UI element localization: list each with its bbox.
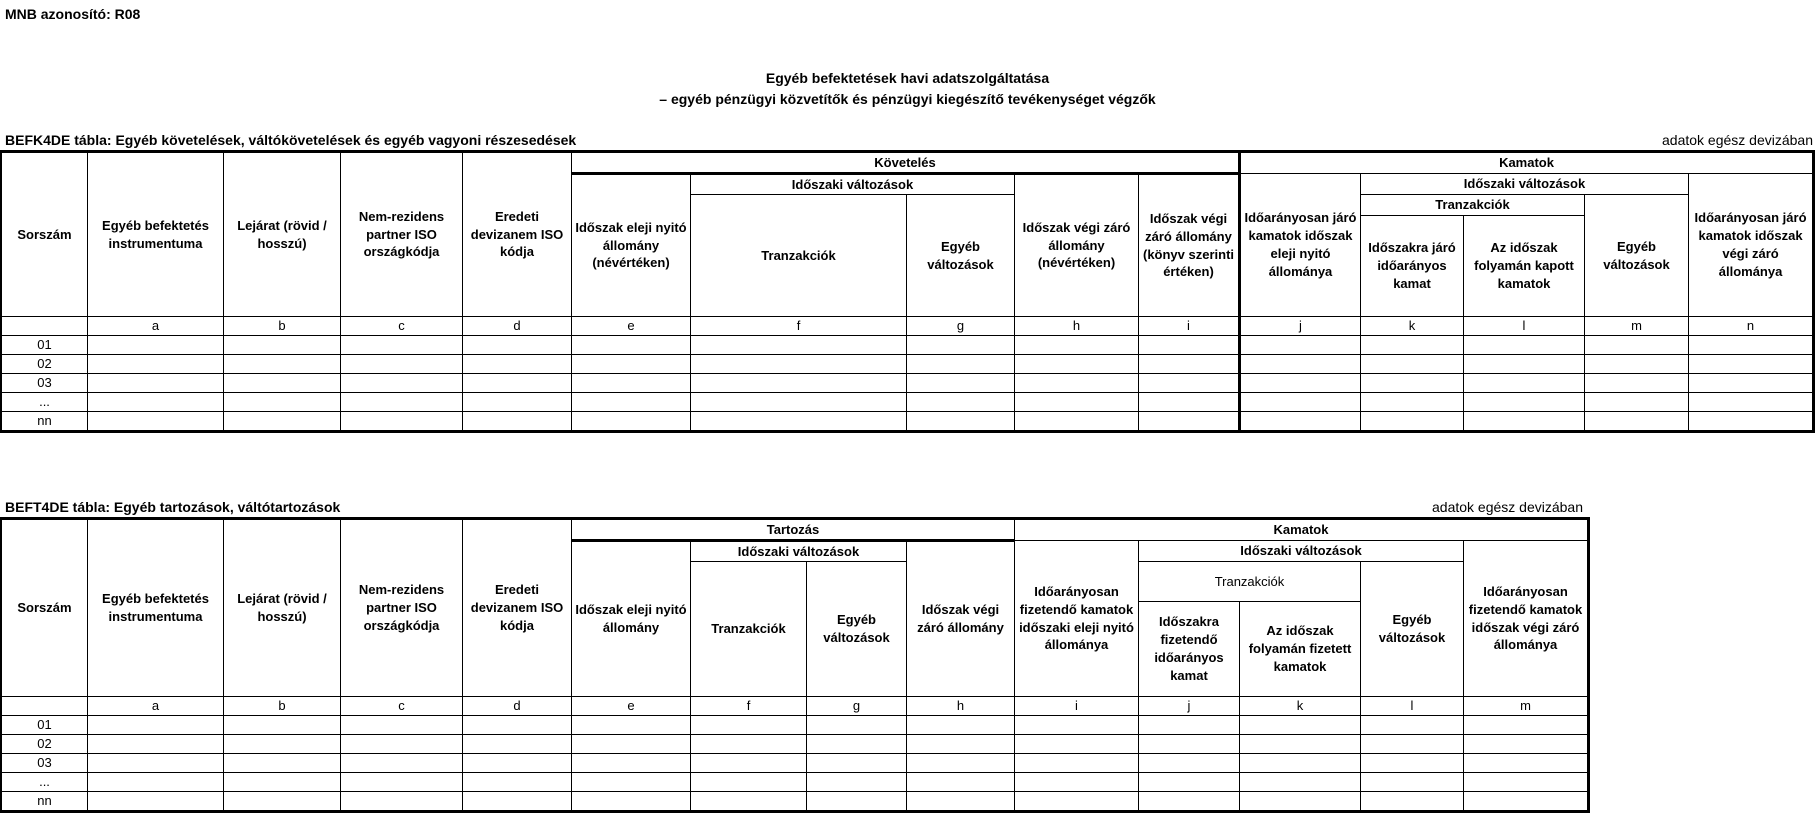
data-cell[interactable] (88, 773, 224, 792)
table-row (2, 735, 1588, 754)
data-cell[interactable] (341, 374, 463, 393)
data-cell[interactable] (807, 716, 907, 735)
data-cell[interactable] (341, 754, 463, 773)
t1-col-l: Az időszak folyamán kapott kamatok (1464, 216, 1585, 317)
t1-col-i: Időszak végi záró állomány (könyv szerinti értéken) (1139, 174, 1240, 317)
data-cell[interactable] (224, 336, 341, 355)
t1-letter: m (1585, 317, 1689, 336)
data-cell[interactable] (1139, 374, 1240, 393)
data-cell[interactable] (1585, 336, 1689, 355)
data-cell[interactable] (88, 716, 224, 735)
t1-letter: n (1689, 317, 1813, 336)
t2-col-a: Egyéb befektetés instrumentuma (88, 520, 224, 697)
data-cell[interactable] (224, 735, 341, 754)
t2-letter: j (1139, 697, 1240, 716)
t2-letter: c (341, 697, 463, 716)
t1-letter: j (1240, 317, 1361, 336)
t1-col-h: Időszak végi záró állomány (névértéken) (1015, 174, 1139, 317)
data-cell[interactable] (807, 735, 907, 754)
data-cell[interactable] (463, 393, 572, 412)
data-cell[interactable] (907, 716, 1015, 735)
t2-sub-tranzakciok: Tranzakciók (1139, 562, 1361, 602)
data-cell[interactable] (807, 792, 907, 811)
row-number: nn (2, 412, 88, 431)
data-cell[interactable] (341, 773, 463, 792)
data-cell[interactable] (1689, 393, 1813, 412)
t2-letter: m (1464, 697, 1588, 716)
data-cell[interactable] (1015, 716, 1139, 735)
data-cell[interactable] (907, 754, 1015, 773)
mnb-id: MNB azonosító: R08 (5, 6, 141, 22)
data-cell[interactable] (1585, 412, 1689, 431)
data-cell[interactable] (1015, 735, 1139, 754)
data-cell[interactable] (1240, 412, 1361, 431)
table2-beft4de (1, 519, 1588, 811)
t2-col-k: Az időszak folyamán fizetett kamatok (1240, 602, 1361, 697)
data-cell[interactable] (907, 773, 1015, 792)
data-cell[interactable] (1464, 792, 1588, 811)
data-cell[interactable] (341, 336, 463, 355)
data-cell[interactable] (691, 773, 807, 792)
data-cell[interactable] (572, 355, 691, 374)
page-subtitle: – egyéb pénzügyi közvetítők és pénzügyi kiegészítő tevékenységet végzők (659, 91, 1156, 107)
t1-col-f: Tranzakciók (691, 195, 907, 317)
table1-unit-note: adatok egész devizában (1662, 132, 1813, 148)
data-cell[interactable] (88, 374, 224, 393)
table-row (2, 754, 1588, 773)
data-cell[interactable] (88, 754, 224, 773)
data-cell[interactable] (463, 773, 572, 792)
data-cell[interactable] (1139, 754, 1240, 773)
data-cell[interactable] (463, 374, 572, 393)
t2-col-f: Tranzakciók (691, 562, 807, 697)
data-cell[interactable] (1464, 336, 1585, 355)
t1-letter: b (224, 317, 341, 336)
data-cell[interactable] (1015, 754, 1139, 773)
t2-letter: g (807, 697, 907, 716)
t1-letter: h (1015, 317, 1139, 336)
data-cell[interactable] (1585, 393, 1689, 412)
data-cell[interactable] (907, 735, 1015, 754)
data-cell[interactable] (1139, 735, 1240, 754)
data-cell[interactable] (1240, 336, 1361, 355)
data-cell[interactable] (691, 355, 907, 374)
row-number: 03 (2, 374, 88, 393)
data-cell[interactable] (1689, 336, 1813, 355)
t2-col-c: Nem-rezidens partner ISO országkódja (341, 520, 463, 697)
t2-sub-idoszaki: Időszaki változások (691, 541, 907, 562)
data-cell[interactable] (1015, 393, 1139, 412)
data-cell[interactable] (907, 355, 1015, 374)
data-cell[interactable] (1361, 792, 1464, 811)
data-cell[interactable] (1139, 716, 1240, 735)
data-cell[interactable] (341, 735, 463, 754)
table2-caption: BEFT4DE tábla: Egyéb tartozások, váltótartozások (5, 499, 341, 515)
data-cell[interactable] (907, 393, 1015, 412)
t2-col-d: Eredeti devizanem ISO kódja (463, 520, 572, 697)
data-cell[interactable] (1464, 355, 1585, 374)
data-cell[interactable] (1464, 716, 1588, 735)
data-cell[interactable] (1139, 412, 1240, 431)
t1-letter: k (1361, 317, 1464, 336)
data-cell[interactable] (572, 393, 691, 412)
data-cell[interactable] (572, 792, 691, 811)
data-cell[interactable] (907, 374, 1015, 393)
data-cell[interactable] (224, 412, 341, 431)
row-number: 01 (2, 716, 88, 735)
t1-letter: c (341, 317, 463, 336)
data-cell[interactable] (463, 716, 572, 735)
t1-group-kamatok: Kamatok (1240, 153, 1813, 174)
table1-befk4de (1, 152, 1813, 431)
t1-sub-idoszaki: Időszaki változások (691, 174, 1015, 195)
data-cell[interactable] (572, 773, 691, 792)
data-cell[interactable] (691, 374, 907, 393)
data-cell[interactable] (463, 735, 572, 754)
data-cell[interactable] (1361, 355, 1464, 374)
t1-letter-row (2, 317, 1813, 336)
data-cell[interactable] (907, 336, 1015, 355)
data-cell[interactable] (1464, 735, 1588, 754)
t2-letter: k (1240, 697, 1361, 716)
table-row (2, 792, 1588, 811)
data-cell[interactable] (807, 754, 907, 773)
data-cell[interactable] (572, 336, 691, 355)
data-cell[interactable] (1139, 773, 1240, 792)
table-row (2, 393, 1813, 412)
t1-letter: i (1139, 317, 1240, 336)
data-cell[interactable] (1240, 773, 1361, 792)
t2-letter: h (907, 697, 1015, 716)
t2-col-j: Időszakra fizetendő időarányos kamat (1139, 602, 1240, 697)
t1-letter: d (463, 317, 572, 336)
row-number: nn (2, 792, 88, 811)
data-cell[interactable] (463, 754, 572, 773)
data-cell[interactable] (1139, 792, 1240, 811)
t1-col-n: Időarányosan járó kamatok időszak végi záró állománya (1689, 174, 1813, 317)
data-cell[interactable] (1015, 773, 1139, 792)
t1-col-g: Egyéb változások (907, 195, 1015, 317)
data-cell[interactable] (224, 355, 341, 374)
data-cell[interactable] (1361, 393, 1464, 412)
data-cell[interactable] (1240, 374, 1361, 393)
data-cell[interactable] (1585, 374, 1689, 393)
t2-col-h: Időszak végi záró állomány (907, 541, 1015, 697)
data-cell[interactable] (463, 355, 572, 374)
table-row (2, 336, 1813, 355)
t1-letter: f (691, 317, 907, 336)
t2-col-i: Időarányosan fizetendő kamatok időszaki eleji nyitó állománya (1015, 541, 1139, 697)
data-cell[interactable] (88, 792, 224, 811)
data-cell[interactable] (691, 754, 807, 773)
data-cell[interactable] (691, 716, 807, 735)
data-cell[interactable] (1689, 355, 1813, 374)
page-title: Egyéb befektetések havi adatszolgáltatása (765, 70, 1050, 86)
t1-letter: l (1464, 317, 1585, 336)
data-cell[interactable] (88, 735, 224, 754)
data-cell[interactable] (1015, 355, 1139, 374)
t2-group-kamatok: Kamatok (1015, 520, 1588, 541)
t1-col-d: Eredeti devizanem ISO kódja (463, 153, 572, 317)
table-row (2, 716, 1588, 735)
t1-col-m: Egyéb változások (1585, 195, 1689, 317)
data-cell[interactable] (691, 412, 907, 431)
data-cell[interactable] (691, 393, 907, 412)
t1-letter: e (572, 317, 691, 336)
data-cell[interactable] (88, 355, 224, 374)
t2-sub-idoszaki-k: Időszaki változások (1139, 541, 1464, 562)
data-cell[interactable] (341, 412, 463, 431)
data-cell[interactable] (1361, 735, 1464, 754)
data-cell[interactable] (224, 754, 341, 773)
t2-letter-blank (2, 697, 88, 716)
table-row (2, 773, 1588, 792)
data-cell[interactable] (1361, 773, 1464, 792)
data-cell[interactable] (1240, 735, 1361, 754)
data-cell[interactable] (1361, 716, 1464, 735)
t1-col-j: Időarányosan járó kamatok időszak eleji nyitó állománya (1240, 174, 1361, 317)
t1-letter: a (88, 317, 224, 336)
t1-letter: g (907, 317, 1015, 336)
data-cell[interactable] (572, 412, 691, 431)
table2-unit-note: adatok egész devizában (1432, 499, 1583, 515)
t1-group-kovetelest: Követelés (572, 153, 1240, 174)
data-cell[interactable] (224, 716, 341, 735)
t2-col-sorszam: Sorszám (2, 520, 88, 697)
data-cell[interactable] (572, 754, 691, 773)
data-cell[interactable] (807, 773, 907, 792)
table-row (2, 355, 1813, 374)
data-cell[interactable] (1015, 374, 1139, 393)
t1-col-sorszam: Sorszám (2, 153, 88, 317)
t1-col-b: Lejárat (rövid / hosszú) (224, 153, 341, 317)
t1-col-c: Nem-rezidens partner ISO országkódja (341, 153, 463, 317)
table1-caption: BEFK4DE tábla: Egyéb követelések, váltókövetelések és egyéb vagyoni részesedések (5, 132, 577, 148)
data-cell[interactable] (1361, 754, 1464, 773)
t1-col-a: Egyéb befektetés instrumentuma (88, 153, 224, 317)
t2-group-tartozas: Tartozás (572, 520, 1015, 541)
t2-letter: e (572, 697, 691, 716)
data-cell[interactable] (88, 412, 224, 431)
data-cell[interactable] (572, 735, 691, 754)
data-cell[interactable] (1464, 412, 1585, 431)
t2-col-e: Időszak eleji nyitó állomány (572, 541, 691, 697)
data-cell[interactable] (1240, 792, 1361, 811)
data-cell[interactable] (1139, 355, 1240, 374)
data-cell[interactable] (224, 792, 341, 811)
data-cell[interactable] (463, 336, 572, 355)
t1-col-e: Időszak eleji nyitó állomány (névértéken) (572, 174, 691, 317)
data-cell[interactable] (224, 374, 341, 393)
data-cell[interactable] (1240, 716, 1361, 735)
data-cell[interactable] (341, 355, 463, 374)
data-cell[interactable] (224, 393, 341, 412)
data-cell[interactable] (572, 374, 691, 393)
data-cell[interactable] (88, 336, 224, 355)
data-cell[interactable] (1464, 374, 1585, 393)
data-cell[interactable] (572, 716, 691, 735)
data-cell[interactable] (1240, 393, 1361, 412)
data-cell[interactable] (1240, 355, 1361, 374)
data-cell[interactable] (1585, 355, 1689, 374)
data-cell[interactable] (907, 792, 1015, 811)
t2-col-g: Egyéb változások (807, 562, 907, 697)
data-cell[interactable] (1464, 773, 1588, 792)
t1-col-k: Időszakra járó időarányos kamat (1361, 216, 1464, 317)
t2-letter: i (1015, 697, 1139, 716)
row-number: 03 (2, 754, 88, 773)
row-number: ... (2, 773, 88, 792)
data-cell[interactable] (1139, 393, 1240, 412)
data-cell[interactable] (691, 792, 807, 811)
t1-sub-tranzakciok: Tranzakciók (1361, 195, 1585, 216)
data-cell[interactable] (1015, 412, 1139, 431)
t2-letter: f (691, 697, 807, 716)
data-cell[interactable] (463, 412, 572, 431)
data-cell[interactable] (907, 412, 1015, 431)
t2-letter-row (2, 697, 1588, 716)
data-cell[interactable] (1689, 374, 1813, 393)
row-number: 02 (2, 735, 88, 754)
t2-col-l: Egyéb változások (1361, 562, 1464, 697)
data-cell[interactable] (1689, 412, 1813, 431)
row-number: 02 (2, 355, 88, 374)
data-cell[interactable] (1015, 336, 1139, 355)
t2-col-b: Lejárat (rövid / hosszú) (224, 520, 341, 697)
data-cell[interactable] (691, 336, 907, 355)
data-cell[interactable] (341, 792, 463, 811)
data-cell[interactable] (691, 735, 807, 754)
t2-letter: d (463, 697, 572, 716)
table-row (2, 412, 1813, 431)
data-cell[interactable] (341, 393, 463, 412)
row-number: ... (2, 393, 88, 412)
data-cell[interactable] (1015, 792, 1139, 811)
data-cell[interactable] (88, 393, 224, 412)
row-number: 01 (2, 336, 88, 355)
t1-sub-idoszaki-k: Időszaki változások (1361, 174, 1689, 195)
data-cell[interactable] (1464, 393, 1585, 412)
t2-letter: a (88, 697, 224, 716)
data-cell[interactable] (1240, 754, 1361, 773)
data-cell[interactable] (224, 773, 341, 792)
t2-letter: l (1361, 697, 1464, 716)
data-cell[interactable] (1464, 754, 1588, 773)
data-cell[interactable] (1361, 336, 1464, 355)
data-cell[interactable] (1361, 374, 1464, 393)
data-cell[interactable] (1139, 336, 1240, 355)
data-cell[interactable] (463, 792, 572, 811)
t2-col-m: Időarányosan fizetendő kamatok időszak végi záró állománya (1464, 541, 1588, 697)
data-cell[interactable] (341, 716, 463, 735)
data-cell[interactable] (1361, 412, 1464, 431)
table-row (2, 374, 1813, 393)
t2-letter: b (224, 697, 341, 716)
t1-letter-blank (2, 317, 88, 336)
